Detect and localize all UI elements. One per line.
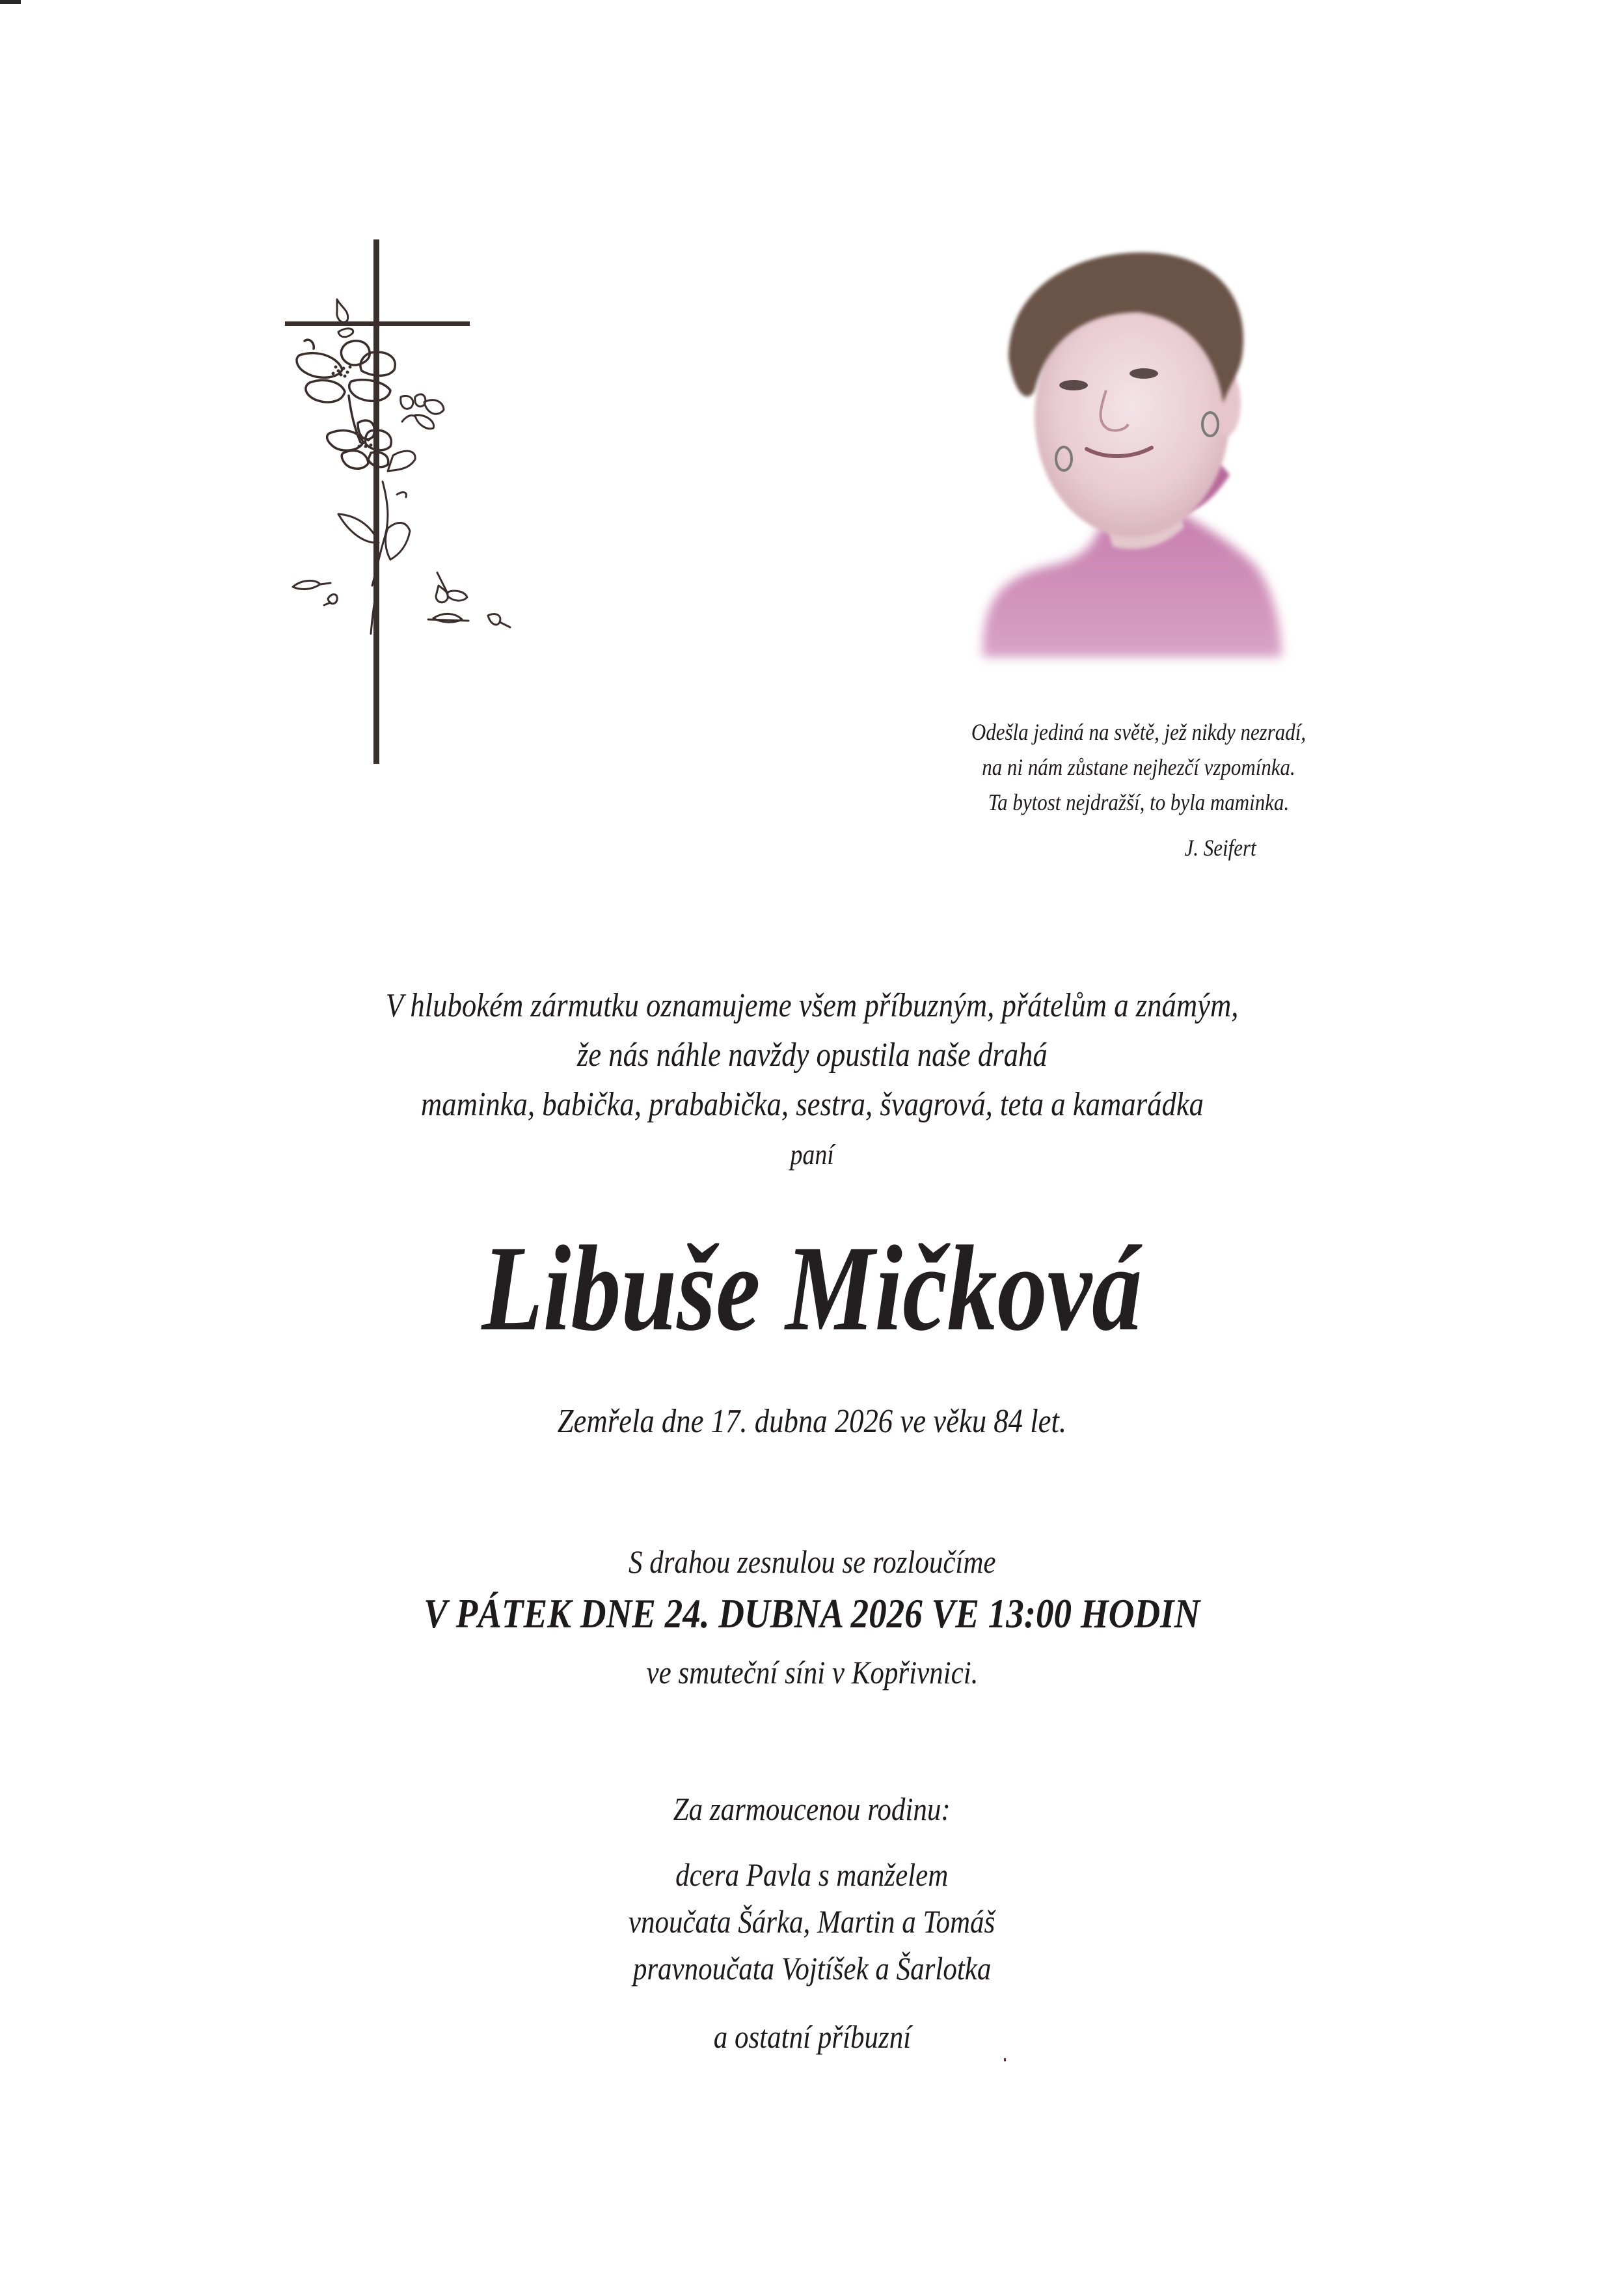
honorific-text: paní (790, 1139, 834, 1171)
quote-line: na ni nám zůstane nejhezčí vzpomínka. (982, 754, 1295, 780)
family-others-text: a ostatní příbuzní (713, 2018, 911, 2055)
death-date-text: Zemřela dne 17. dubna 2026 ve věku 84 let. (557, 1403, 1067, 1440)
honorific (0, 1135, 1624, 1174)
quote-line: Ta bytost nejdražší, to byla maminka. (988, 789, 1290, 815)
intro-line: V hlubokém zármutku oznamujeme všem příbuzným, přátelům a známým, (385, 987, 1239, 1024)
family-member: dcera Pavla s manželem (675, 1856, 949, 1893)
farewell-datetime (0, 1588, 1624, 1640)
family-member: pravnoučata Vojtíšek a Šarlotka (632, 1950, 992, 1987)
deceased-name-text: Libuše Mičková (481, 1220, 1143, 1356)
farewell-place (0, 1649, 1624, 1695)
family-title (0, 1786, 1624, 1832)
scan-corner-mark (0, 0, 21, 4)
family-others (0, 2014, 1624, 2059)
quote-line: Odešla jediná na světě, jež nikdy nezradí, (971, 719, 1306, 745)
scan-speck (1004, 2058, 1006, 2061)
death-date (0, 1399, 1624, 1445)
farewell-intro (0, 1539, 1624, 1584)
farewell-place-text: ve smuteční síni v Kopřivnici. (646, 1654, 978, 1690)
family-title-text: Za zarmoucenou rodinu: (673, 1791, 951, 1827)
family-member: vnoučata Šárka, Martin a Tomáš (629, 1903, 995, 1940)
portrait-photo (969, 241, 1295, 670)
farewell-datetime-text: V PÁTEK DNE 24. DUBNA 2026 VE 13:00 HODIN (424, 1590, 1200, 1636)
memorial-quote (887, 714, 1390, 865)
quote-author: J. Seifert (1184, 835, 1256, 861)
family-members (0, 1851, 1624, 1992)
announcement-intro (0, 981, 1624, 1130)
intro-line: že nás náhle navždy opustila naše drahá (576, 1037, 1048, 1074)
intro-line: maminka, babička, prababička, sestra, švagrová, teta a kamarádka (420, 1086, 1204, 1123)
farewell-intro-text: S drahou zesnulou se rozloučíme (628, 1543, 996, 1580)
deceased-name (0, 1220, 1624, 1356)
cross-with-flowers-icon (273, 234, 534, 768)
